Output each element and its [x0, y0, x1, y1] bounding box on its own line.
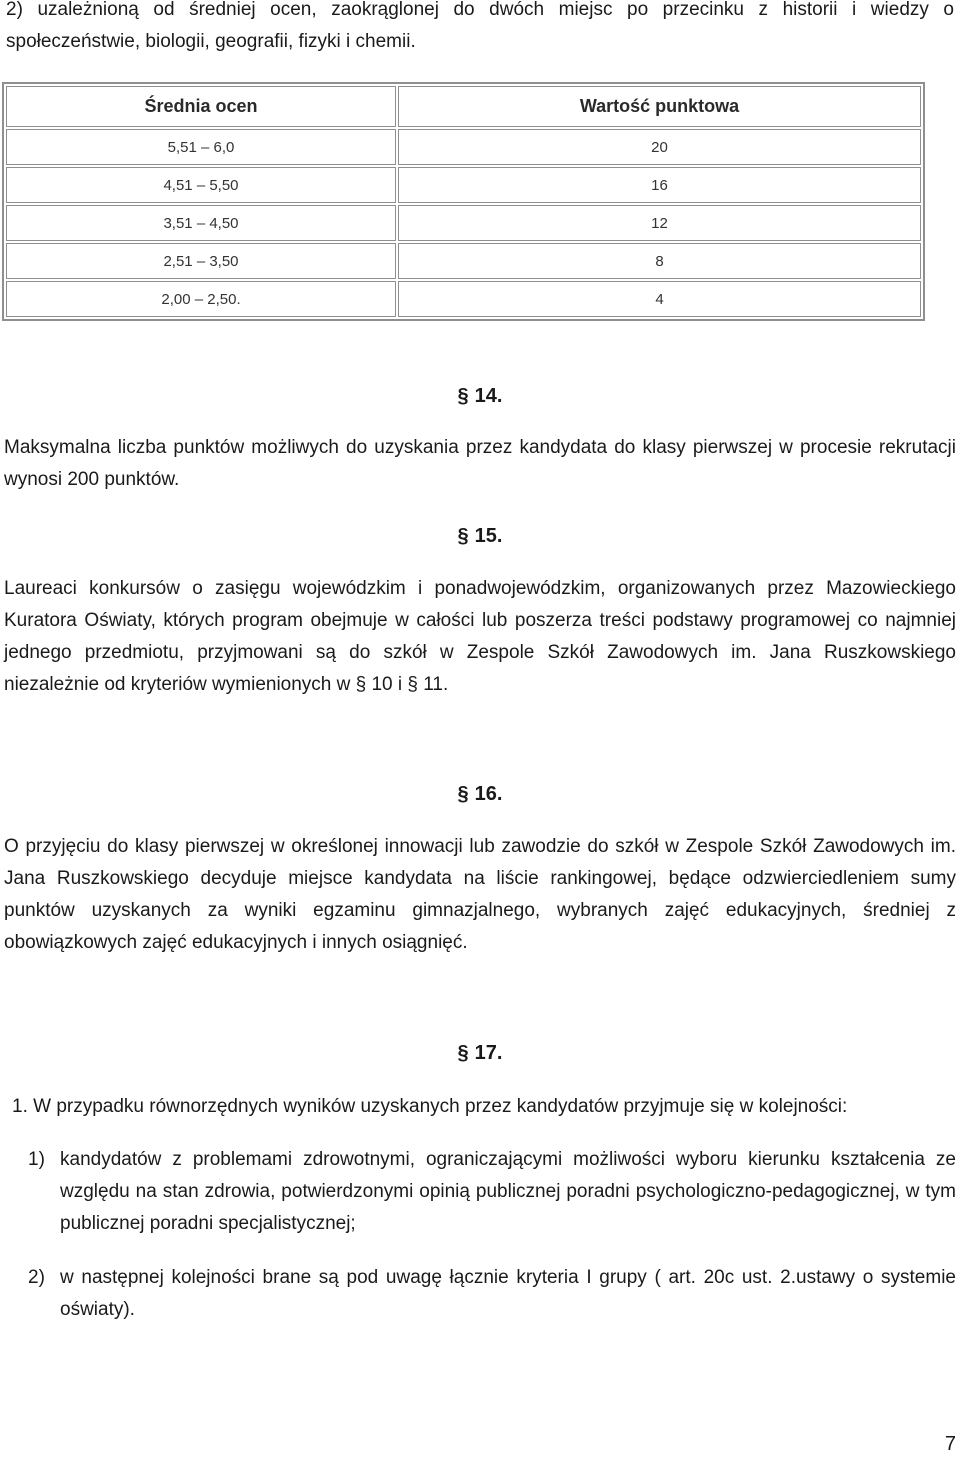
section-sign: §: [457, 385, 469, 407]
grades-table: [2, 82, 925, 321]
table-header-row: [6, 86, 921, 127]
list-item: [28, 1262, 956, 1326]
grade-range-cell: 2,00 – 2,50.: [6, 281, 396, 317]
grade-range-cell: 5,51 – 6,0: [6, 129, 396, 165]
section-heading-15: [0, 522, 960, 550]
table-row: [6, 205, 921, 241]
points-cell: 4: [398, 281, 921, 317]
table-row: [6, 129, 921, 165]
table-row: [6, 243, 921, 279]
section-sign: §: [457, 783, 469, 805]
points-cell: 16: [398, 167, 921, 203]
list-item-text: w następnej kolejności brane są pod uwagę łącznie kryteria I grupy ( art. 20c ust. 2.ustawy o systemie oświaty).: [60, 1267, 956, 1320]
section-sign: §: [457, 525, 469, 547]
table-row: [6, 281, 921, 317]
section-heading-16: [0, 780, 960, 808]
section-number: 16.: [474, 783, 503, 805]
section-15-text: Laureaci konkursów o zasięgu wojewódzkim i ponadwojewódzkim, organizowanych przez Mazowieckiego Kuratora Oświaty, których program obejmuje w całości lub poszerza treści podstawy programowej co najmniej jednego przedmiotu, przyjmowani są do szkół w Zespole Szkół Zawodowych im. Jana Ruszkowskiego niezależnie od kryteriów wymienionych w § 10 i § 11.: [4, 578, 956, 695]
header-average-grade: Średnia ocen: [6, 86, 396, 127]
section-number: 14.: [474, 385, 503, 407]
header-point-value: Wartość punktowa: [398, 86, 921, 127]
section-17-intro: 1. W przypadku równorzędnych wyników uzyskanych przez kandydatów przyjmuje się w kolejności:: [12, 1096, 848, 1117]
list-item: [28, 1144, 956, 1240]
section-14-text: Maksymalna liczba punktów możliwych do uzyskania przez kandydata do klasy pierwszej w procesie rekrutacji wynosi 200 punktów.: [4, 437, 956, 490]
section-number: 15.: [474, 525, 503, 547]
list-item-number: 2): [28, 1267, 45, 1288]
points-cell: 12: [398, 205, 921, 241]
section-heading-14: [0, 382, 960, 410]
grade-range-cell: 2,51 – 3,50: [6, 243, 396, 279]
intro-paragraph: 2) uzależnioną od średniej ocen, zaokrąglonej do dwóch miejsc po przecinku z historii i wiedzy o społeczeństwie, biologii, geografii, fizyki i chemii.: [6, 0, 954, 52]
points-cell: 8: [398, 243, 921, 279]
section-number: 17.: [474, 1042, 503, 1064]
page-number: 7: [944, 1433, 956, 1455]
table-row: [6, 167, 921, 203]
list-item-number: 1): [28, 1149, 45, 1170]
section-sign: §: [457, 1042, 469, 1064]
section-heading-17: [0, 1039, 960, 1067]
grade-range-cell: 4,51 – 5,50: [6, 167, 396, 203]
list-item-text: kandydatów z problemami zdrowotnymi, ograniczającymi możliwości wyboru kierunku kształcenia ze względu na stan zdrowia, potwierdzonymi opinią publicznej poradni psychologiczno-pedagogicznej, w tym publicznej poradni specjalistycznej;: [60, 1149, 956, 1234]
section-16-text: O przyjęciu do klasy pierwszej w określonej innowacji lub zawodzie do szkół w Zespole Szkół Zawodowych im. Jana Ruszkowskiego decyduje miejsce kandydata na liście rankingowej, będące odzwierciedleniem sumy punktów uzyskanych za wyniki egzaminu gimnazjalnego, wybranych zajęć edukacyjnych, średniej z obowiązkowych zajęć edukacyjnych i innych osiągnięć.: [4, 836, 956, 953]
grade-range-cell: 3,51 – 4,50: [6, 205, 396, 241]
points-cell: 20: [398, 129, 921, 165]
